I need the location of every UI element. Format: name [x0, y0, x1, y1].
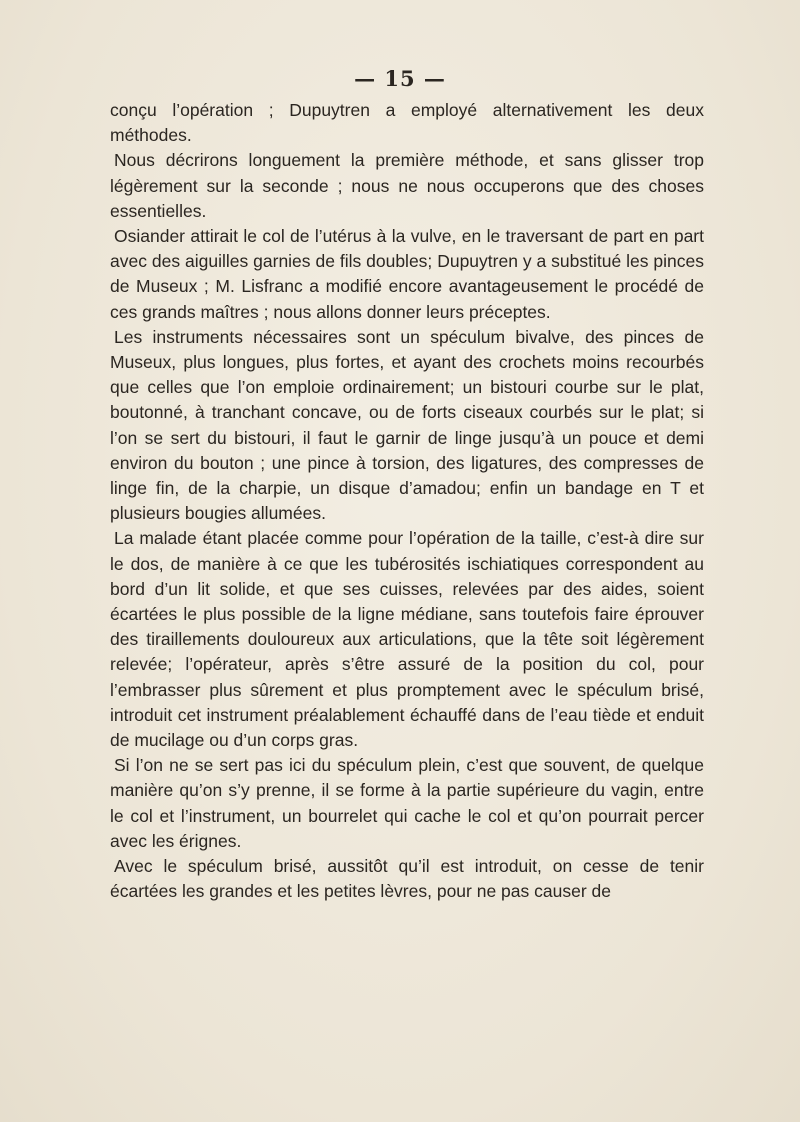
paragraph: Osiander attirait le col de l’utérus à la vulve, en le traversant de part en part avec des aiguilles garnies de fils doubles; Dupuytren y a substitué les pinces de Museux ; M. Lisfranc a modifié encore avantageusement le procédé de ces grands maîtres ; nous allons donner leurs préceptes. [110, 226, 704, 322]
paragraph: Nous décrirons longuement la première méthode, et sans glisser trop légèrement sur la seconde ; nous ne nous occuperons que des choses essentielles. [110, 150, 704, 221]
paragraph: Si l’on ne se sert pas ici du spéculum plein, c’est que souvent, de quelque manière qu’on s’y prenne, il se forme à la partie supérieure du vagin, entre le col et l’instrument, un bourrelet qui cache le col et qu’on pourrait percer avec les érignes. [110, 755, 704, 851]
paragraph: Avec le spéculum brisé, aussitôt qu’il est introduit, on cesse de tenir écartées les grandes et les petites lèvres, pour ne pas causer de [110, 856, 704, 902]
body-text [110, 98, 704, 905]
paragraph: conçu l’opération ; Dupuytren a employé alternativement les deux méthodes. [110, 100, 704, 146]
paragraph: La malade étant placée comme pour l’opération de la taille, c’est-à dire sur le dos, de manière à ce que les tubérosités ischiatiques correspondent au bord d’un lit solide, et que ses cuisses, relevées par des aides, soient écartées le plus possible de la ligne médiane, sans toutefois faire éprouver des tiraillements douloureux aux articulations, que la tête soit légèrement relevée; l’opérateur, après s’être assuré de la position du col, pour l’embrasser plus sûrement et plus promptement avec le spéculum brisé, introduit cet instrument préalablement échauffé dans de l’eau tiède et enduit de mucilage ou d’un corps gras. [110, 528, 704, 751]
page-number: — 15 — [354, 66, 446, 91]
paragraph: Les instruments nécessaires sont un spéculum bivalve, des pinces de Museux, plus longues, plus fortes, et ayant des crochets moins recourbés que celles que l’on emploie ordinairement; un bistouri courbe sur le plat, boutonné, à tranchant concave, ou de forts ciseaux courbés sur le plat; si l’on se sert du bistouri, il faut le garnir de linge jusqu’à un pouce et demi environ du bouton ; une pince à torsion, des ligatures, des compresses de linge fin, de la charpie, un disque d’amadou; enfin un bandage en T et plusieurs bougies allumées. [110, 326, 704, 524]
